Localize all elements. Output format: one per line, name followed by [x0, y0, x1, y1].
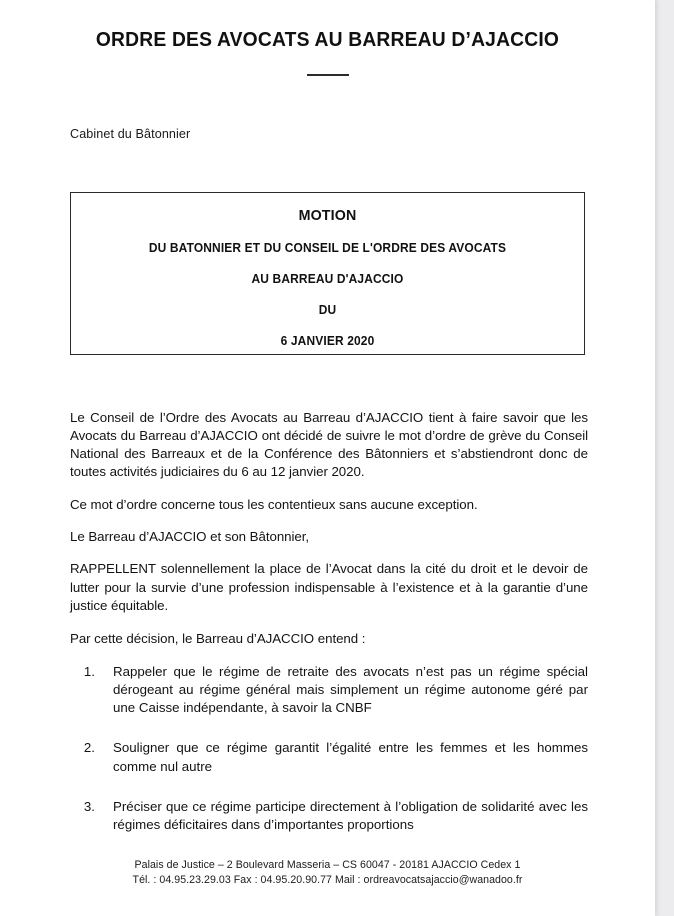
document-body	[70, 409, 588, 856]
motion-heading: MOTION	[298, 207, 357, 224]
motion-date-preposition: DU	[318, 303, 337, 317]
body-paragraph-3: Le Barreau d’AJACCIO et son Bâtonnier,	[70, 529, 310, 545]
page-footer	[0, 858, 655, 889]
page-title: ORDRE DES AVOCATS AU BARREAU D’AJACCIO	[95, 28, 560, 51]
list-item-text: Rappeler que le régime de retraite des avocats n’est pas un régime spécial dérogeant au régime général mais simplement un régime autonome géré par une Caisse indépendante, à savoir la CNBF	[113, 663, 588, 716]
motion-subtitle-council: DU BATONNIER ET DU CONSEIL DE L'ORDRE DES AVOCATS	[148, 241, 507, 255]
list-item-number: 2.	[83, 740, 95, 756]
motion-subtitle-bar: AU BARREAU D'AJACCIO	[251, 272, 404, 286]
list-item-number: 3.	[83, 798, 95, 814]
list-item	[70, 798, 588, 834]
motion-date: 6 JANVIER 2020	[280, 334, 375, 348]
body-paragraph-5: Par cette décision, le Barreau d’AJACCIO entend :	[70, 630, 366, 646]
list-item-number: 1.	[83, 663, 95, 679]
footer-contact: Tél. : 04.95.23.29.03 Fax : 04.95.20.90.77 Mail : ordreavocatsajaccio@wanadoo.fr	[132, 874, 523, 887]
cabinet-label: Cabinet du Bâtonnier	[70, 127, 191, 141]
list-item-text: Souligner que ce régime garantit l’égalité entre les femmes et les hommes comme nul autre	[113, 740, 588, 774]
footer-address: Palais de Justice – 2 Boulevard Masseria – CS 60047 - 20181 AJACCIO Cedex 1	[134, 859, 521, 871]
body-paragraph-1: Le Conseil de l’Ordre des Avocats au Barreau d’AJACCIO tient à faire savoir que les Avocats du Barreau d’AJACCIO ont décidé de suivre le mot d’ordre de grève du Conseil National des Barreaux et de la Conférence des Bâtonniers et s’abstiendront donc de toutes activités judiciaires du 6 au 12 janvier 2020.	[70, 410, 588, 480]
body-paragraph-2: Ce mot d’ordre concerne tous les contentieux sans aucune exception.	[70, 497, 478, 513]
body-paragraph-4: RAPPELLENT solennellement la place de l’Avocat dans la cité du droit et le devoir de lutter pour la survie d’une profession indispensable à l’existence et à la garantie d’une justice équitable.	[70, 561, 588, 613]
motion-box	[70, 192, 585, 355]
list-item	[70, 663, 588, 718]
demands-list	[70, 663, 588, 834]
list-item-text: Préciser que ce régime participe directement à l’obligation de solidarité avec les régimes déficitaires dans d’importantes proportions	[113, 798, 588, 832]
list-item	[70, 739, 588, 775]
